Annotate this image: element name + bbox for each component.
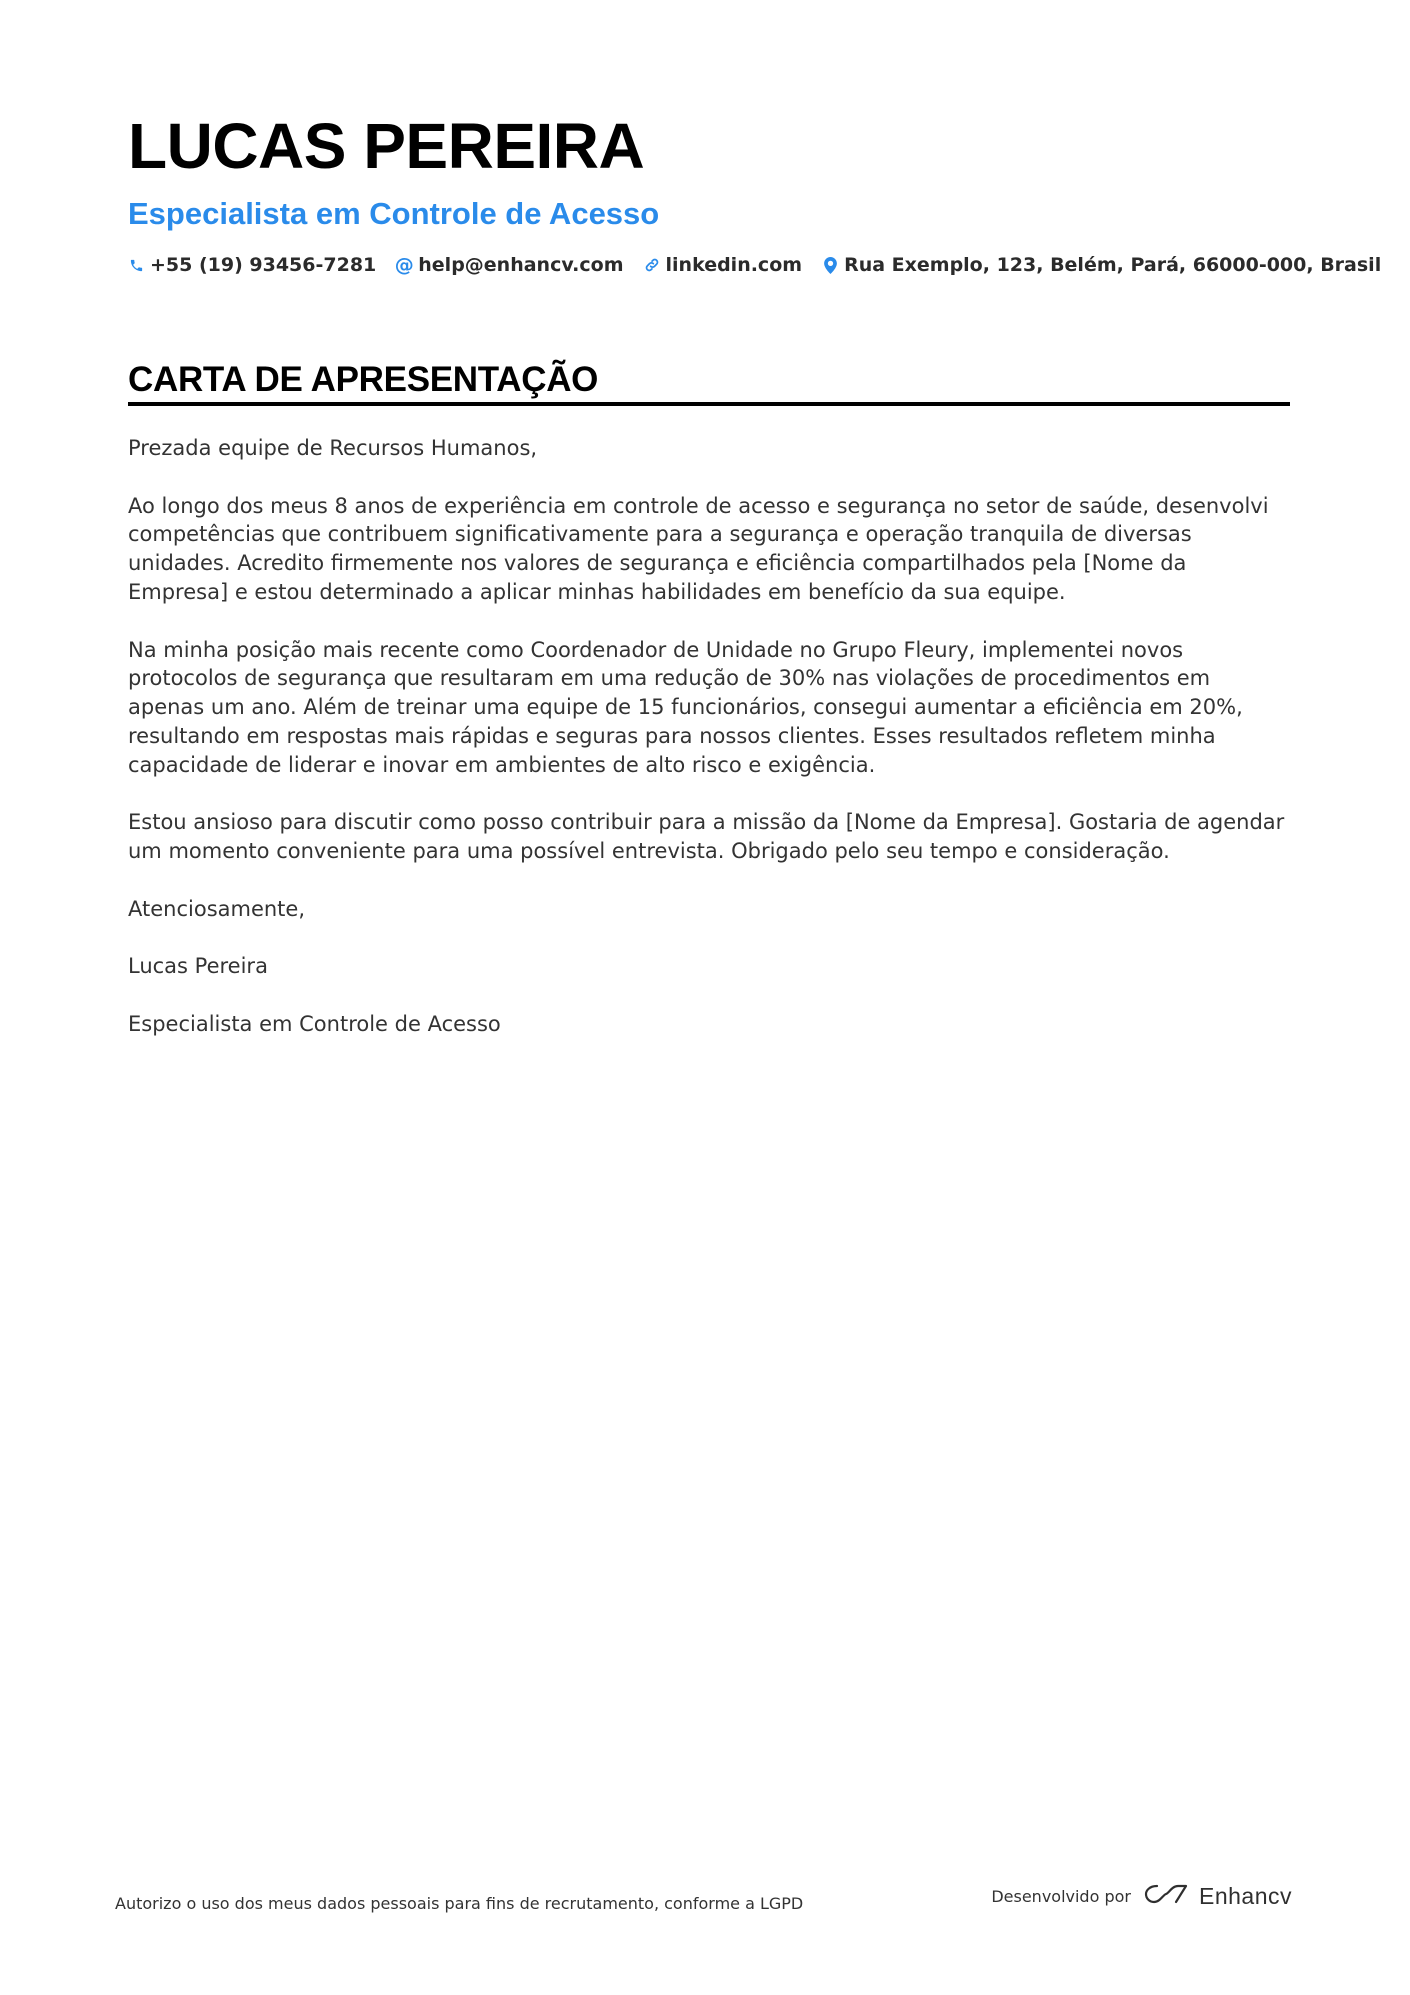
letter-body (128, 434, 1290, 1039)
contact-email[interactable] (396, 254, 623, 276)
phone-icon (128, 256, 144, 274)
powered-by-label: Desenvolvido por (991, 1886, 1131, 1906)
section-title: CARTA DE APRESENTAÇÃO (128, 360, 599, 399)
contact-linkedin-text: linkedin.com (665, 254, 803, 276)
brand-logo[interactable] (1143, 1882, 1292, 1910)
at-icon: @ (394, 254, 414, 276)
cover-letter-page (128, 108, 1382, 1068)
signature-title: Especialista em Controle de Acesso (128, 1011, 501, 1036)
contact-phone[interactable] (128, 254, 376, 276)
contact-linkedin[interactable] (644, 254, 803, 276)
footer-branding[interactable] (991, 1882, 1292, 1910)
candidate-name: LUCAS PEREIRA (128, 110, 645, 182)
link-icon (644, 256, 660, 274)
candidate-role: Especialista em Controle de Acesso (128, 196, 660, 231)
location-pin-icon (822, 256, 838, 274)
letter-greeting: Prezada equipe de Recursos Humanos, (128, 436, 538, 460)
contact-bar (128, 254, 1382, 276)
enhancv-logo-icon (1143, 1882, 1189, 1910)
contact-phone-text: +55 (19) 93456-7281 (150, 254, 377, 276)
footer-consent: Autorizo o uso dos meus dados pessoais para fins de recrutamento, conforme a LGPD (115, 1894, 804, 1913)
letter-paragraph-3: Estou ansioso para discutir como posso contribuir para a missão da [Nome da Empresa]. Gostaria de agendar um momento conveniente para uma possível entrevista. Obrigado pelo seu tempo e consideração. (128, 810, 1285, 864)
letter-paragraph-1: Ao longo dos meus 8 anos de experiência em controle de acesso e segurança no setor de saúde, desenvolvi competências que contribuem significativamente para a segurança e operação tranquila de diversas unidades. Acredito firmemente nos valores de segurança e eficiência compartilhados pela [Nome da Empresa] e estou determinado a aplicar minhas habilidades em benefício da sua equipe. (128, 493, 1269, 604)
contact-address-text: Rua Exemplo, 123, Belém, Pará, 66000-000, Brasil (844, 254, 1382, 276)
letter-closing: Atenciosamente, (128, 896, 306, 921)
section-divider (128, 402, 1290, 406)
contact-email-text: help@enhancv.com (418, 254, 624, 276)
contact-address (822, 254, 1381, 276)
signature-name: Lucas Pereira (128, 954, 268, 979)
brand-name: Enhancv (1198, 1882, 1292, 1909)
letter-paragraph-2: Na minha posição mais recente como Coordenador de Unidade no Grupo Fleury, implementei novos protocolos de segurança que resultaram em uma redução de 30% nas violações de procedimentos em apenas um ano. Além de treinar uma equipe de 15 funcionários, consegui aumentar a eficiência em 20%, resultando em respostas mais rápidas e seguras para nossos clientes. Esses resultados refletem minha capacidade de liderar e inovar em ambientes de alto risco e exigência. (128, 637, 1243, 777)
